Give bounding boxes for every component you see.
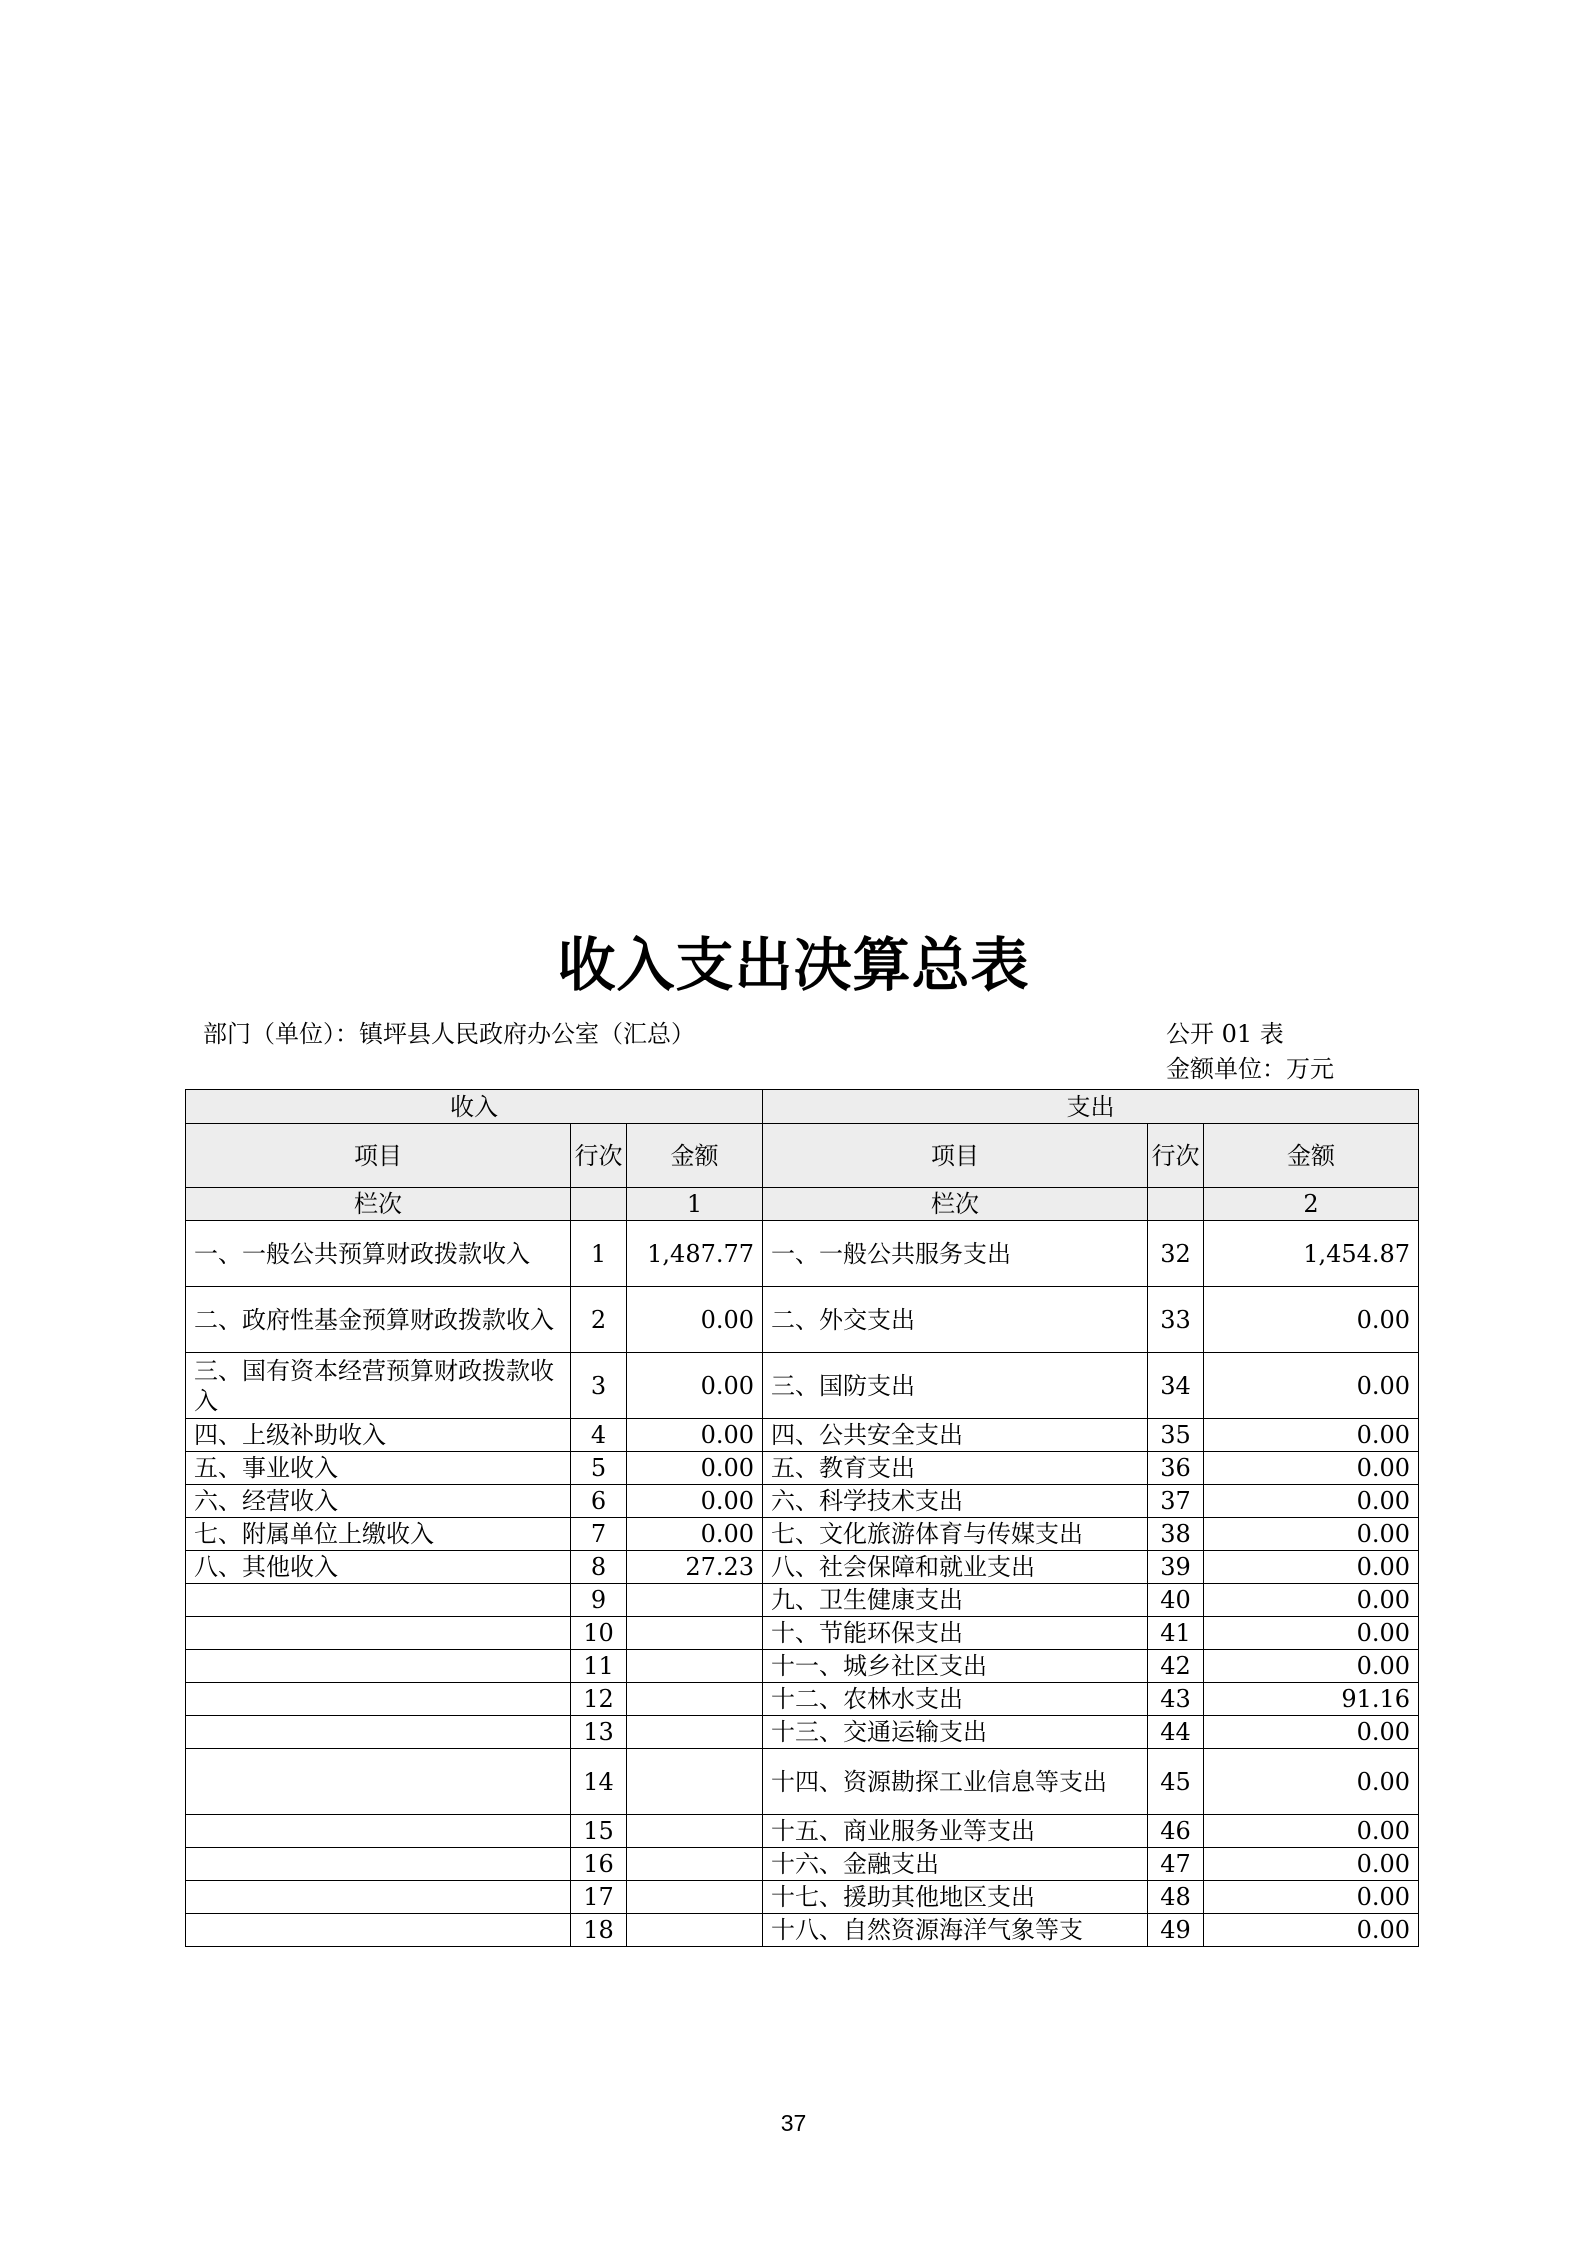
income-rowno-cell: 8 — [571, 1551, 627, 1584]
expense-rowno-cell: 42 — [1148, 1650, 1204, 1683]
income-item-cell — [186, 1683, 571, 1716]
income-item-cell: 七、附属单位上缴收入 — [186, 1518, 571, 1551]
income-col-index: 1 — [627, 1188, 763, 1221]
expense-col-blank — [1148, 1188, 1204, 1221]
expense-rowno-cell: 41 — [1148, 1617, 1204, 1650]
income-amount-cell: 0.00 — [627, 1452, 763, 1485]
expense-amount-cell: 1,454.87 — [1204, 1221, 1419, 1287]
expense-amount-cell: 0.00 — [1204, 1815, 1419, 1848]
table-row — [186, 1650, 1419, 1683]
income-item-cell: 六、经营收入 — [186, 1485, 571, 1518]
income-rowno-cell: 16 — [571, 1848, 627, 1881]
department-label: 部门（单位）：镇坪县人民政府办公室（汇总） — [203, 1020, 695, 1048]
income-rowno-cell: 7 — [571, 1518, 627, 1551]
income-rowno-cell: 13 — [571, 1716, 627, 1749]
amount-unit: 金额单位：万元 — [1166, 1055, 1334, 1083]
page-title: 收入支出决算总表 — [557, 931, 1030, 999]
table-number: 公开 01 表 — [1166, 1020, 1284, 1048]
expense-item-cell: 七、文化旅游体育与传媒支出 — [763, 1518, 1148, 1551]
expense-amount-cell: 0.00 — [1204, 1617, 1419, 1650]
income-amount-cell — [627, 1716, 763, 1749]
expense-item-cell: 八、社会保障和就业支出 — [763, 1551, 1148, 1584]
page-number: 37 — [780, 2110, 807, 2136]
income-amount-cell: 1,487.77 — [627, 1221, 763, 1287]
expense-amount-cell: 91.16 — [1204, 1683, 1419, 1716]
income-rowno-cell: 10 — [571, 1617, 627, 1650]
expense-amount-cell: 0.00 — [1204, 1749, 1419, 1815]
expense-item-cell: 十二、农林水支出 — [763, 1683, 1148, 1716]
column-header-row — [186, 1124, 1419, 1188]
income-item-cell — [186, 1716, 571, 1749]
expense-amount-cell: 0.00 — [1204, 1452, 1419, 1485]
expense-item-cell: 十八、自然资源海洋气象等支 — [763, 1914, 1148, 1947]
expense-item-header: 项目 — [763, 1124, 1148, 1188]
income-item-cell — [186, 1815, 571, 1848]
table-row — [186, 1485, 1419, 1518]
income-rowno-cell: 12 — [571, 1683, 627, 1716]
expense-item-cell: 四、公共安全支出 — [763, 1419, 1148, 1452]
income-amount-cell — [627, 1848, 763, 1881]
expense-rowno-cell: 32 — [1148, 1221, 1204, 1287]
expense-amount-cell: 0.00 — [1204, 1584, 1419, 1617]
income-item-cell: 四、上级补助收入 — [186, 1419, 571, 1452]
expense-rowno-cell: 35 — [1148, 1419, 1204, 1452]
expense-amount-cell: 0.00 — [1204, 1419, 1419, 1452]
expense-amount-cell: 0.00 — [1204, 1353, 1419, 1419]
expense-item-cell: 九、卫生健康支出 — [763, 1584, 1148, 1617]
income-rowno-cell: 11 — [571, 1650, 627, 1683]
income-rowno-header: 行次 — [571, 1124, 627, 1188]
expense-rowno-cell: 40 — [1148, 1584, 1204, 1617]
income-rowno-cell: 3 — [571, 1353, 627, 1419]
table-row — [186, 1287, 1419, 1353]
income-item-cell — [186, 1650, 571, 1683]
expense-item-cell: 三、国防支出 — [763, 1353, 1148, 1419]
income-item-cell: 三、国有资本经营预算财政拨款收入 — [186, 1353, 571, 1419]
expense-amount-cell: 0.00 — [1204, 1881, 1419, 1914]
table-row — [186, 1617, 1419, 1650]
expense-amount-cell: 0.00 — [1204, 1848, 1419, 1881]
expense-rowno-cell: 37 — [1148, 1485, 1204, 1518]
expense-rowno-cell: 47 — [1148, 1848, 1204, 1881]
table-row — [186, 1848, 1419, 1881]
table-row — [186, 1815, 1419, 1848]
expense-item-cell: 十三、交通运输支出 — [763, 1716, 1148, 1749]
income-rowno-cell: 9 — [571, 1584, 627, 1617]
expense-col-label: 栏次 — [763, 1188, 1148, 1221]
income-amount-cell: 0.00 — [627, 1353, 763, 1419]
section-header-row — [186, 1090, 1419, 1124]
income-item-cell — [186, 1848, 571, 1881]
table-row — [186, 1914, 1419, 1947]
expense-amount-cell: 0.00 — [1204, 1716, 1419, 1749]
expense-amount-header: 金额 — [1204, 1124, 1419, 1188]
income-item-cell — [186, 1749, 571, 1815]
income-amount-cell — [627, 1815, 763, 1848]
table-row — [186, 1584, 1419, 1617]
expense-item-cell: 十、节能环保支出 — [763, 1617, 1148, 1650]
income-amount-cell — [627, 1683, 763, 1716]
table-row — [186, 1881, 1419, 1914]
income-amount-cell — [627, 1584, 763, 1617]
income-item-cell — [186, 1617, 571, 1650]
expense-rowno-cell: 43 — [1148, 1683, 1204, 1716]
income-section-header: 收入 — [186, 1090, 763, 1124]
income-item-cell: 二、政府性基金预算财政拨款收入 — [186, 1287, 571, 1353]
table-row — [186, 1716, 1419, 1749]
income-rowno-cell: 4 — [571, 1419, 627, 1452]
income-item-cell — [186, 1914, 571, 1947]
expense-amount-cell: 0.00 — [1204, 1551, 1419, 1584]
expense-amount-cell: 0.00 — [1204, 1485, 1419, 1518]
expense-item-cell: 十六、金融支出 — [763, 1848, 1148, 1881]
expense-section-header: 支出 — [763, 1090, 1419, 1124]
expense-rowno-header: 行次 — [1148, 1124, 1204, 1188]
income-rowno-cell: 1 — [571, 1221, 627, 1287]
expense-item-cell: 二、外交支出 — [763, 1287, 1148, 1353]
income-item-cell — [186, 1584, 571, 1617]
expense-item-cell: 十一、城乡社区支出 — [763, 1650, 1148, 1683]
income-rowno-cell: 18 — [571, 1914, 627, 1947]
table-row — [186, 1221, 1419, 1287]
expense-amount-cell: 0.00 — [1204, 1914, 1419, 1947]
table-row — [186, 1353, 1419, 1419]
expense-amount-cell: 0.00 — [1204, 1518, 1419, 1551]
table-row — [186, 1683, 1419, 1716]
expense-item-cell: 六、科学技术支出 — [763, 1485, 1148, 1518]
income-amount-cell: 0.00 — [627, 1518, 763, 1551]
table-row — [186, 1419, 1419, 1452]
income-amount-cell — [627, 1881, 763, 1914]
expense-rowno-cell: 48 — [1148, 1881, 1204, 1914]
table-row — [186, 1452, 1419, 1485]
income-rowno-cell: 5 — [571, 1452, 627, 1485]
expense-rowno-cell: 44 — [1148, 1716, 1204, 1749]
income-rowno-cell: 6 — [571, 1485, 627, 1518]
expense-amount-cell: 0.00 — [1204, 1287, 1419, 1353]
income-rowno-cell: 2 — [571, 1287, 627, 1353]
income-amount-cell — [627, 1749, 763, 1815]
expense-rowno-cell: 39 — [1148, 1551, 1204, 1584]
expense-item-cell: 五、教育支出 — [763, 1452, 1148, 1485]
income-rowno-cell: 17 — [571, 1881, 627, 1914]
expense-amount-cell: 0.00 — [1204, 1650, 1419, 1683]
income-amount-cell — [627, 1914, 763, 1947]
expense-rowno-cell: 36 — [1148, 1452, 1204, 1485]
income-item-cell: 八、其他收入 — [186, 1551, 571, 1584]
income-expense-table — [185, 1089, 1419, 1947]
table-row — [186, 1551, 1419, 1584]
income-rowno-cell: 15 — [571, 1815, 627, 1848]
expense-col-index: 2 — [1204, 1188, 1419, 1221]
expense-item-cell: 一、一般公共服务支出 — [763, 1221, 1148, 1287]
expense-rowno-cell: 45 — [1148, 1749, 1204, 1815]
income-amount-cell: 0.00 — [627, 1485, 763, 1518]
income-amount-header: 金额 — [627, 1124, 763, 1188]
income-amount-cell — [627, 1650, 763, 1683]
table-row — [186, 1518, 1419, 1551]
income-amount-cell: 0.00 — [627, 1419, 763, 1452]
income-amount-cell: 0.00 — [627, 1287, 763, 1353]
expense-item-cell: 十七、援助其他地区支出 — [763, 1881, 1148, 1914]
table-row — [186, 1749, 1419, 1815]
column-index-row — [186, 1188, 1419, 1221]
income-item-cell — [186, 1881, 571, 1914]
income-col-blank — [571, 1188, 627, 1221]
expense-rowno-cell: 38 — [1148, 1518, 1204, 1551]
income-amount-cell — [627, 1617, 763, 1650]
expense-rowno-cell: 49 — [1148, 1914, 1204, 1947]
expense-item-cell: 十四、资源勘探工业信息等支出 — [763, 1749, 1148, 1815]
income-amount-cell: 27.23 — [627, 1551, 763, 1584]
expense-rowno-cell: 34 — [1148, 1353, 1204, 1419]
income-item-header: 项目 — [186, 1124, 571, 1188]
income-rowno-cell: 14 — [571, 1749, 627, 1815]
income-col-label: 栏次 — [186, 1188, 571, 1221]
expense-rowno-cell: 33 — [1148, 1287, 1204, 1353]
expense-item-cell: 十五、商业服务业等支出 — [763, 1815, 1148, 1848]
income-item-cell: 五、事业收入 — [186, 1452, 571, 1485]
income-item-cell: 一、一般公共预算财政拨款收入 — [186, 1221, 571, 1287]
expense-rowno-cell: 46 — [1148, 1815, 1204, 1848]
